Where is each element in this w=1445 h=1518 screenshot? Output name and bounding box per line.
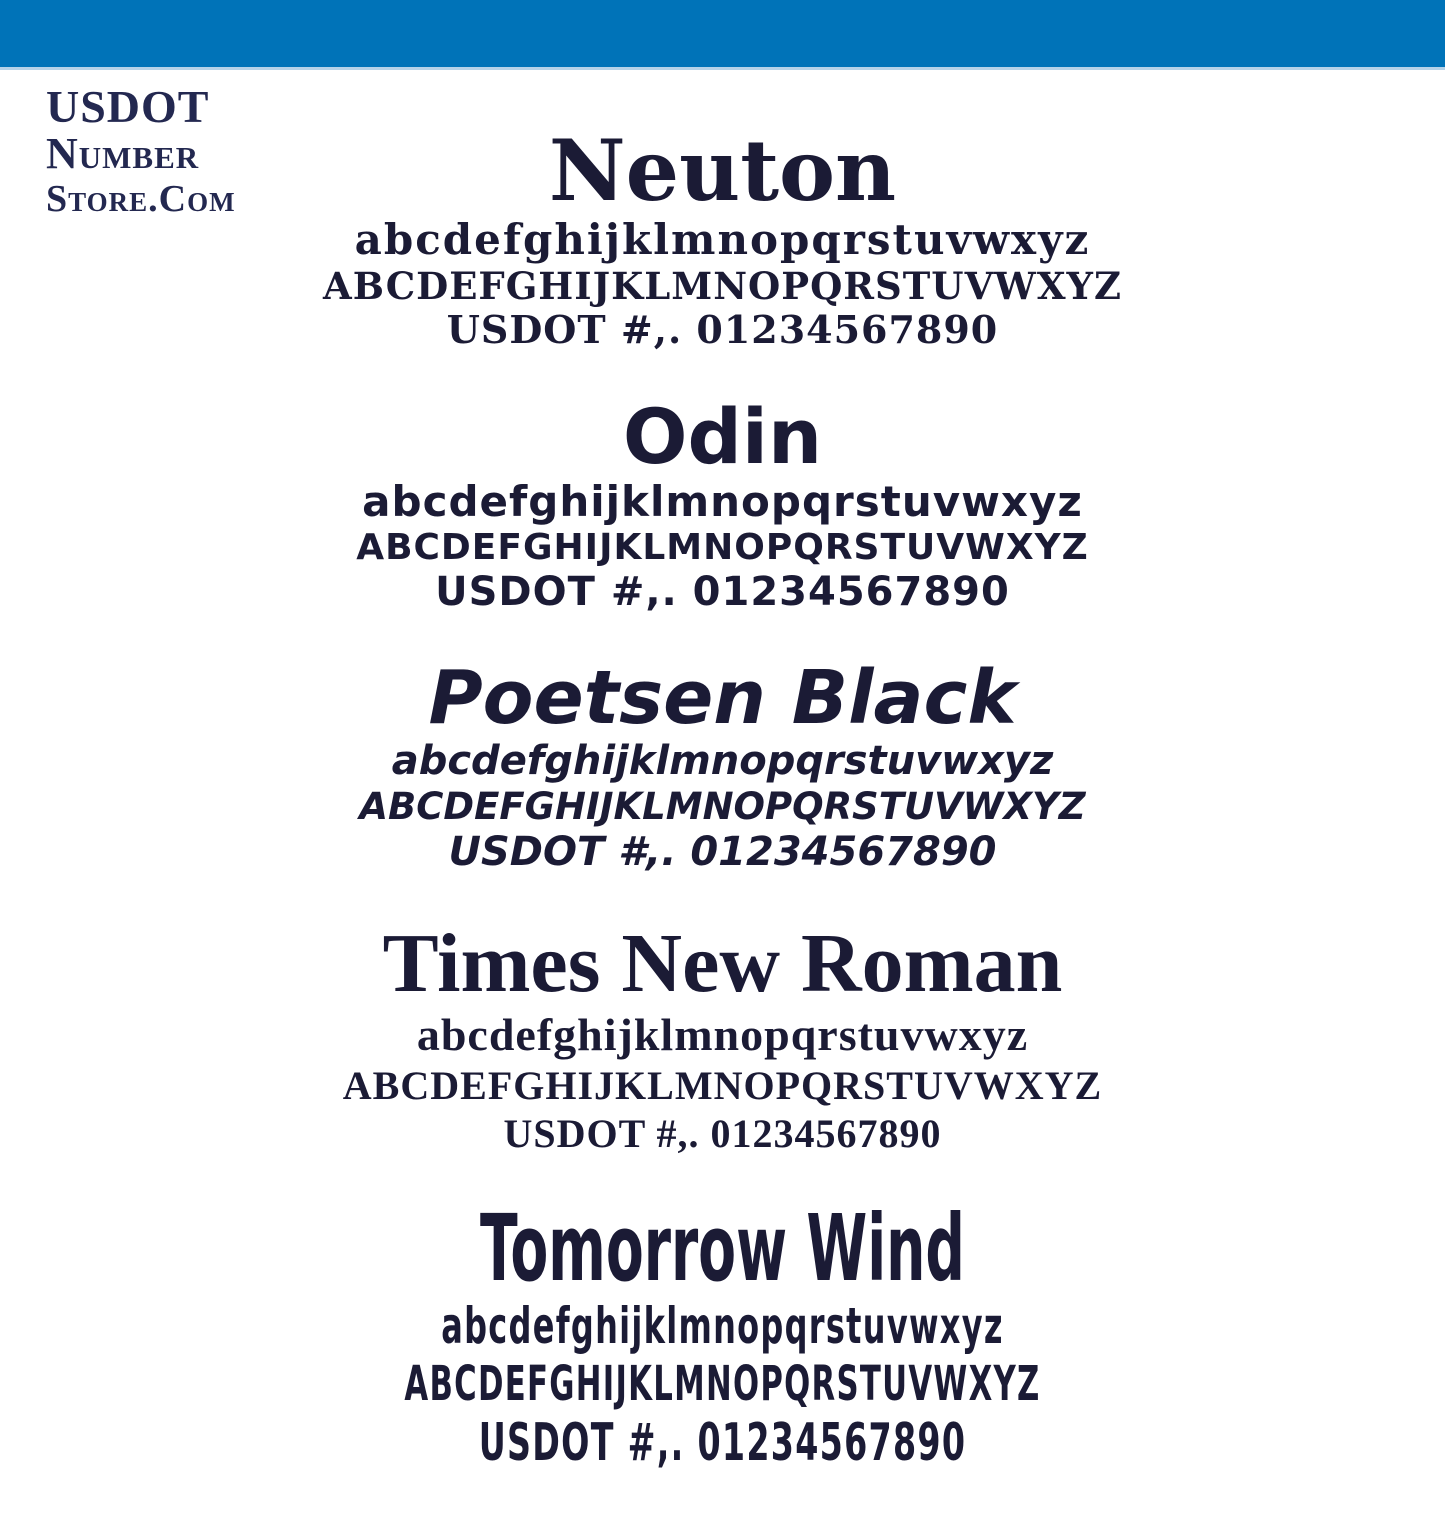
font-specimen-odin xyxy=(0,392,1445,616)
top-bar xyxy=(0,0,1445,70)
uppercase-alphabet: ABCDEFGHIJKLMNOPQRSTUVWXYZ xyxy=(356,526,1089,568)
font-specimen-sheet xyxy=(0,73,1445,1518)
font-name: Neuton xyxy=(548,121,897,220)
font-name: Odin xyxy=(622,392,823,482)
logo-line-usdot: USDOT xyxy=(46,81,210,132)
font-specimen-times-new-roman xyxy=(0,916,1445,1157)
font-specimen-tomorrow-wind xyxy=(0,1194,1445,1475)
font-name: Times New Roman xyxy=(382,916,1063,1010)
usdot-sample-line: USDOT #,. 01234567890 xyxy=(478,1412,967,1473)
font-name: Tomorrow Wind xyxy=(480,1194,965,1302)
lowercase-alphabet: abcdefghijklmnopqrstuvwxyz xyxy=(362,477,1083,527)
uppercase-alphabet: ABCDEFGHIJKLMNOPQRSTUVWXYZ xyxy=(342,1063,1103,1109)
uppercase-alphabet: ABCDEFGHIJKLMNOPQRSTUVWXYZ xyxy=(359,785,1086,829)
logo-line-store: Store.Com xyxy=(46,178,236,220)
uppercase-alphabet: ABCDEFGHIJKLMNOPQRSTUVWXYZ xyxy=(323,263,1122,308)
uppercase-alphabet: ABCDEFGHIJKLMNOPQRSTUVWXYZ xyxy=(404,1356,1041,1413)
lowercase-alphabet: abcdefghijklmnopqrstuvwxyz xyxy=(441,1297,1004,1356)
usdot-sample-line: USDOT #,. 01234567890 xyxy=(446,307,999,353)
lowercase-alphabet: abcdefghijklmnopqrstuvwxyz xyxy=(391,737,1054,784)
font-specimen-neuton xyxy=(0,121,1445,353)
usdot-sample-line: USDOT #,. 01234567890 xyxy=(448,828,997,875)
font-specimen-poetsen-black xyxy=(0,655,1445,876)
lowercase-alphabet: abcdefghijklmnopqrstuvwxyz xyxy=(354,215,1091,265)
lowercase-alphabet: abcdefghijklmnopqrstuvwxyz xyxy=(416,1009,1029,1061)
usdot-sample-line: USDOT #,. 01234567890 xyxy=(503,1110,942,1156)
font-name: Poetsen Black xyxy=(428,655,1017,742)
usdot-sample-line: USDOT #,. 01234567890 xyxy=(435,569,1010,616)
logo-line-number: Number xyxy=(46,129,200,178)
